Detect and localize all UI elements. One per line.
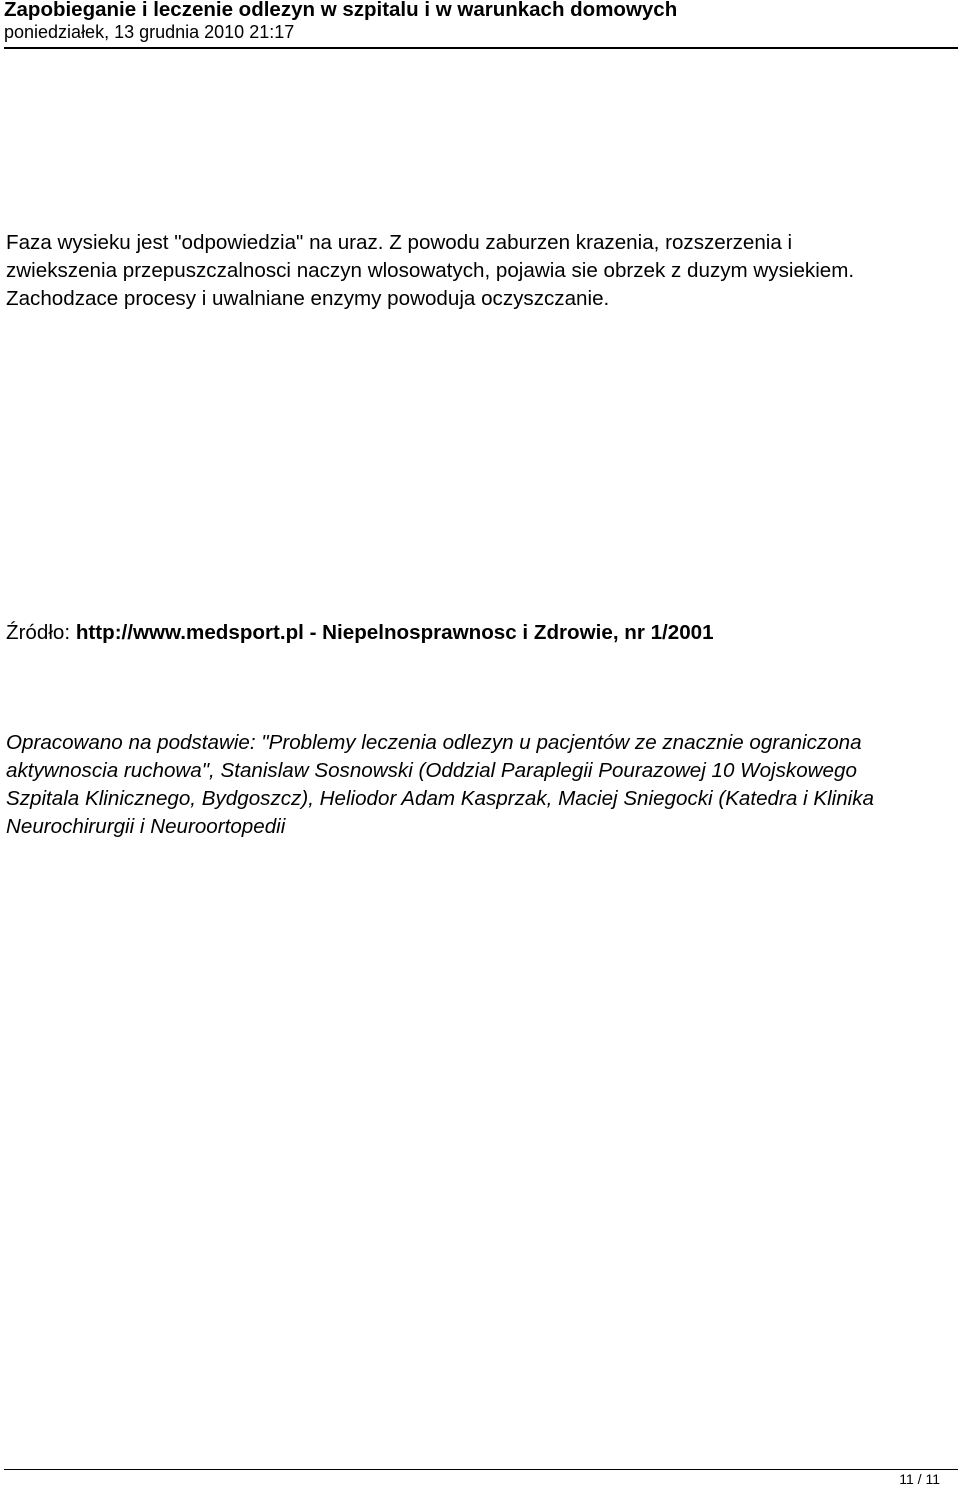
- document-date: poniedziałek, 13 grudnia 2010 21:17: [4, 22, 295, 42]
- source-text: http://www.medsport.pl - Niepelnosprawnosc i Zdrowie, nr 1/2001: [75, 621, 714, 644]
- paragraph-exudation-phase: [6, 229, 854, 313]
- credit-line: Szpitala Klinicznego, Bydgoszcz), Heliodor Adam Kasprzak, Maciej Sniegocki (Katedra i Klinika: [6, 787, 875, 810]
- credit-line: aktywnoscia ruchowa", Stanislaw Sosnowski (Oddzial Paraplegii Pourazowej 10 Wojskowego: [6, 759, 857, 782]
- paragraph-line: Faza wysieku jest "odpowiedzia" na uraz. Z powodu zaburzen krazenia, rozszerzenia i: [6, 231, 793, 254]
- source-label: Źródło:: [6, 621, 76, 644]
- credit-line: Opracowano na podstawie: "Problemy leczenia odlezyn u pacjentów ze znacznie ograniczona: [6, 731, 862, 754]
- credit-note: [6, 729, 874, 841]
- header-divider: [4, 47, 958, 49]
- paragraph-line: Zachodzace procesy i uwalniane enzymy powoduja oczyszczanie.: [6, 287, 610, 310]
- document-title: Zapobieganie i leczenie odlezyn w szpitalu i w warunkach domowych: [4, 0, 678, 21]
- footer-divider: [4, 1469, 958, 1470]
- source-citation: [6, 619, 714, 647]
- paragraph-line: zwiekszenia przepuszczalnosci naczyn wlosowatych, pojawia sie obrzek z duzym wysiekiem.: [6, 259, 855, 282]
- page-number: 11 / 11: [899, 1471, 940, 1487]
- credit-line: Neurochirurgii i Neuroortopedii: [6, 815, 286, 838]
